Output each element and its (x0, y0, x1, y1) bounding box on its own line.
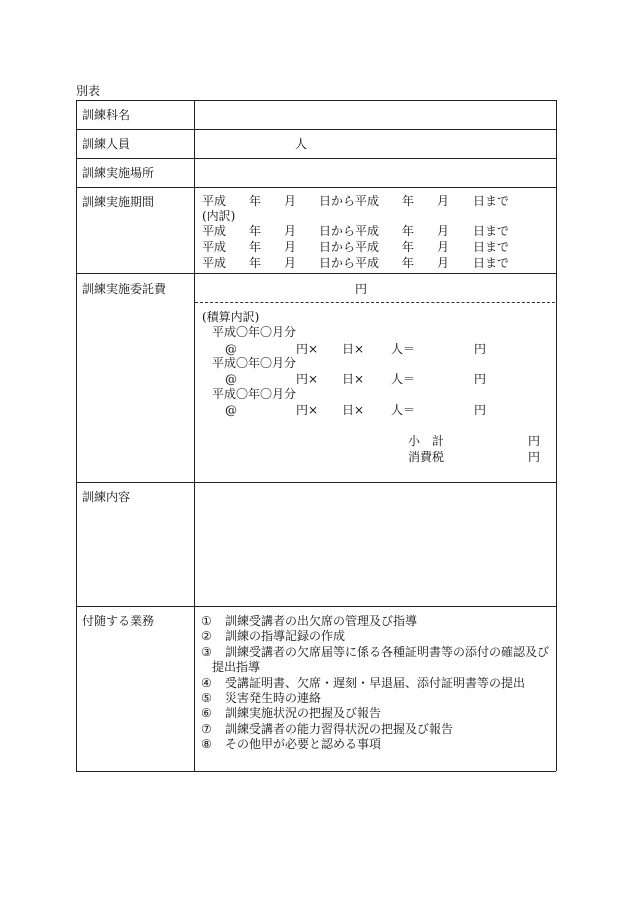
fee-item-yen-times: 円× (296, 403, 319, 417)
period-year: 年 (249, 240, 262, 254)
fee-item-at: @ (225, 342, 237, 356)
fee-item-yen-times: 円× (296, 372, 319, 386)
period-from-heisei: 日から平成 (319, 256, 380, 270)
column-divider (194, 100, 195, 771)
period-heisei: 平成 (202, 224, 227, 238)
duty-text: 訓練実施状況の把握及び報告 (225, 706, 382, 720)
row-divider (76, 273, 556, 274)
fee-item-month: 平成〇年〇月分 (212, 325, 297, 339)
period-until: 日まで (473, 224, 510, 238)
duty-text: その他甲が必要と認める事項 (225, 737, 382, 751)
fee-subtotal-label: 小 計 (408, 434, 445, 448)
course-name-label: 訓練科名 (82, 108, 131, 122)
table-border-top (76, 100, 556, 101)
period-from-heisei: 日から平成 (319, 194, 380, 208)
duty-number: ⑦ (201, 722, 212, 736)
period-month: 月 (284, 256, 297, 270)
fee-item-person-eq: 人＝ (391, 372, 416, 386)
period-heisei: 平成 (202, 256, 227, 270)
fee-item-day-times: 日× (342, 372, 365, 386)
period-until: 日まで (473, 256, 510, 270)
period-year: 年 (402, 240, 415, 254)
duty-text: 災害発生時の連絡 (225, 691, 322, 705)
fee-estimate-label: (積算内訳) (202, 310, 260, 324)
row-divider (76, 482, 556, 483)
duty-text: 訓練の指導記録の作成 (225, 629, 346, 643)
fee-item-yen-times: 円× (296, 342, 319, 356)
fee-subtotal-unit: 円 (528, 434, 541, 448)
duty-text: 受講証明書、欠席・遅刻・早退届、添付証明書等の提出 (225, 676, 526, 690)
row-divider (76, 129, 556, 130)
duty-number: ④ (201, 676, 212, 690)
duty-number: ⑤ (201, 691, 212, 705)
trainees-unit: 人 (295, 137, 308, 151)
fee-item-month: 平成〇年〇月分 (212, 387, 297, 401)
content-label: 訓練内容 (82, 490, 131, 504)
fee-label: 訓練実施委託費 (82, 282, 167, 296)
fee-item-person-eq: 人＝ (391, 342, 416, 356)
row-divider (76, 606, 556, 607)
fee-item-yen: 円 (474, 403, 487, 417)
period-from-heisei: 日から平成 (319, 240, 380, 254)
fee-tax-label: 消費税 (408, 450, 445, 464)
duty-number: ① (201, 614, 212, 628)
table-border-bottom (76, 771, 556, 772)
period-until: 日まで (473, 194, 510, 208)
fee-total-unit: 円 (355, 282, 368, 296)
fee-item-at: @ (225, 403, 237, 417)
duty-text: 訓練受講者の能力習得状況の把握及び報告 (225, 722, 454, 736)
period-year: 年 (402, 224, 415, 238)
fee-item-day-times: 日× (342, 403, 365, 417)
duty-number: ② (201, 629, 212, 643)
duty-number: ⑧ (201, 737, 212, 751)
period-heisei: 平成 (202, 240, 227, 254)
trainees-label: 訓練人員 (82, 137, 131, 151)
fee-item-person-eq: 人＝ (391, 403, 416, 417)
period-month: 月 (437, 194, 450, 208)
duty-text: 訓練受講者の欠席届等に係る各種証明書等の添付の確認及び (225, 645, 550, 659)
period-month: 月 (437, 256, 450, 270)
appendix-header: 別表 (76, 84, 101, 98)
period-month: 月 (437, 224, 450, 238)
period-month: 月 (284, 240, 297, 254)
table-border-left (76, 100, 77, 771)
period-breakdown-label: (内訳) (202, 209, 236, 223)
period-label: 訓練実施期間 (82, 195, 155, 209)
duty-number: ⑥ (201, 706, 212, 720)
period-month: 月 (284, 224, 297, 238)
period-until: 日まで (473, 240, 510, 254)
duty-number: ③ (201, 645, 212, 659)
row-divider (76, 187, 556, 188)
row-divider (76, 158, 556, 159)
period-year: 年 (249, 224, 262, 238)
period-month: 月 (437, 240, 450, 254)
period-year: 年 (249, 256, 262, 270)
period-heisei: 平成 (202, 194, 227, 208)
period-month: 月 (284, 194, 297, 208)
fee-item-yen: 円 (474, 372, 487, 386)
period-from-heisei: 日から平成 (319, 224, 380, 238)
table-border-right (556, 100, 557, 771)
duty-text: 訓練受講者の出欠席の管理及び指導 (225, 614, 418, 628)
duty-text-continuation: 提出指導 (212, 660, 261, 674)
period-year: 年 (402, 256, 415, 270)
duties-label: 付随する業務 (82, 614, 155, 628)
fee-item-day-times: 日× (342, 342, 365, 356)
fee-dashed-divider (195, 302, 555, 303)
fee-item-at: @ (225, 372, 237, 386)
period-year: 年 (402, 194, 415, 208)
location-label: 訓練実施場所 (82, 166, 155, 180)
fee-item-month: 平成〇年〇月分 (212, 356, 297, 370)
period-year: 年 (249, 194, 262, 208)
fee-item-yen: 円 (474, 342, 487, 356)
fee-tax-unit: 円 (528, 450, 541, 464)
